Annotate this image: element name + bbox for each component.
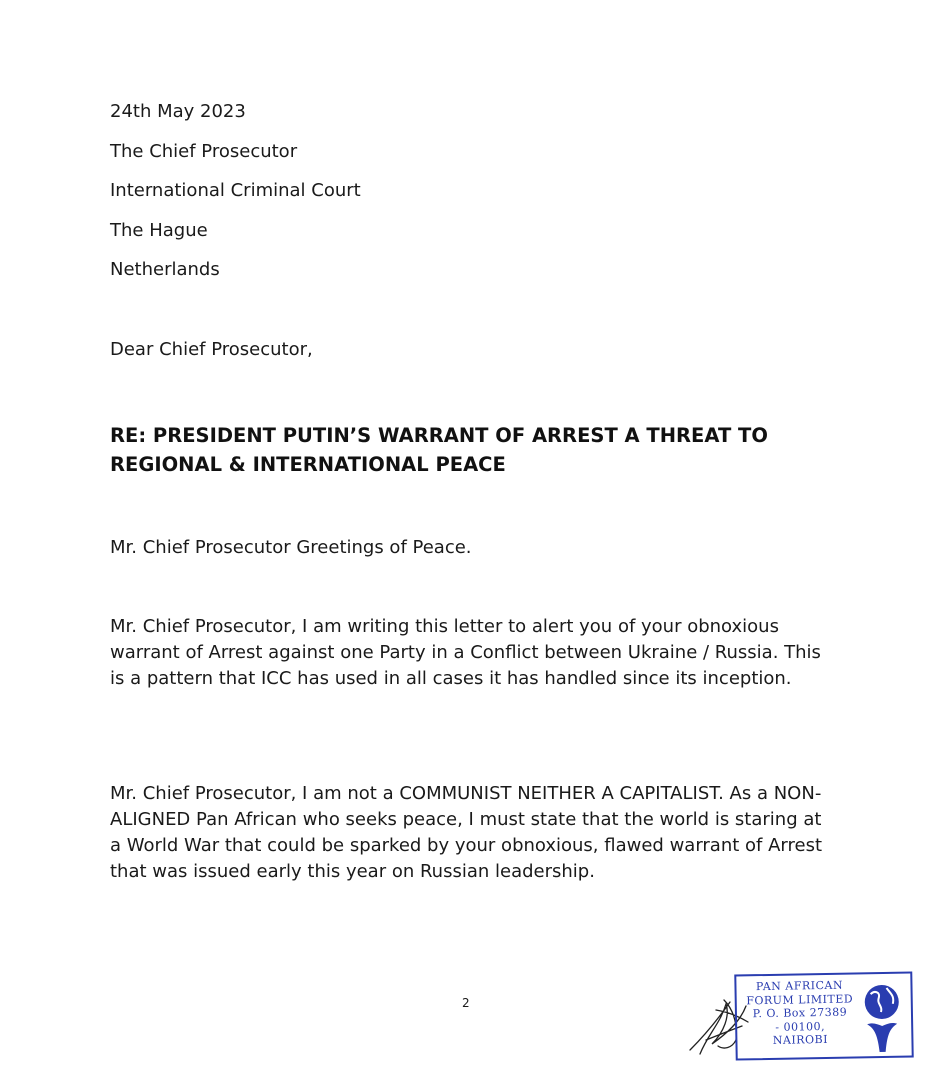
paragraph-text: Mr. Chief Prosecutor Greetings of Peace. — [110, 537, 472, 558]
greeting-paragraph — [110, 535, 830, 561]
subject-line: RE: PRESIDENT PUTIN’S WARRANT OF ARREST A THREAT TO REGIONAL & INTERNATIONAL PEACE — [110, 424, 768, 476]
body-paragraph — [110, 614, 830, 692]
paragraph-text: Mr. Chief Prosecutor, I am writing this letter to alert you of your obnoxious warrant of Arrest against one Party in a Conflict between Ukraine / Russia. This is a pattern that ICC has used in all cases it has handled since its inception. — [110, 616, 821, 689]
recipient-line: The Hague — [110, 220, 208, 241]
recipient-line: The Chief Prosecutor — [110, 141, 298, 162]
recipient-line: International Criminal Court — [110, 180, 361, 201]
globe-logo-icon — [858, 982, 905, 1055]
letter-date: 24th May 2023 — [110, 101, 246, 122]
salutation: Dear Chief Prosecutor, — [110, 339, 313, 360]
stamp-text: PAN AFRICAN FORUM LIMITED P. O. Box 27389 - 00100, NAIROBI — [746, 978, 854, 1047]
company-stamp — [734, 971, 913, 1060]
recipient-line: Netherlands — [110, 259, 220, 280]
page-number: 2 — [462, 996, 470, 1010]
body-paragraph — [110, 781, 830, 885]
paragraph-text: Mr. Chief Prosecutor, I am not a COMMUNIST NEITHER A CAPITALIST. As a NON-ALIGNED Pan African who seeks peace, I must state that the world is staring at a World War that could be sparked by your obnoxious, flawed warrant of Arrest that was issued early this year on Russian leadership. — [110, 783, 823, 882]
